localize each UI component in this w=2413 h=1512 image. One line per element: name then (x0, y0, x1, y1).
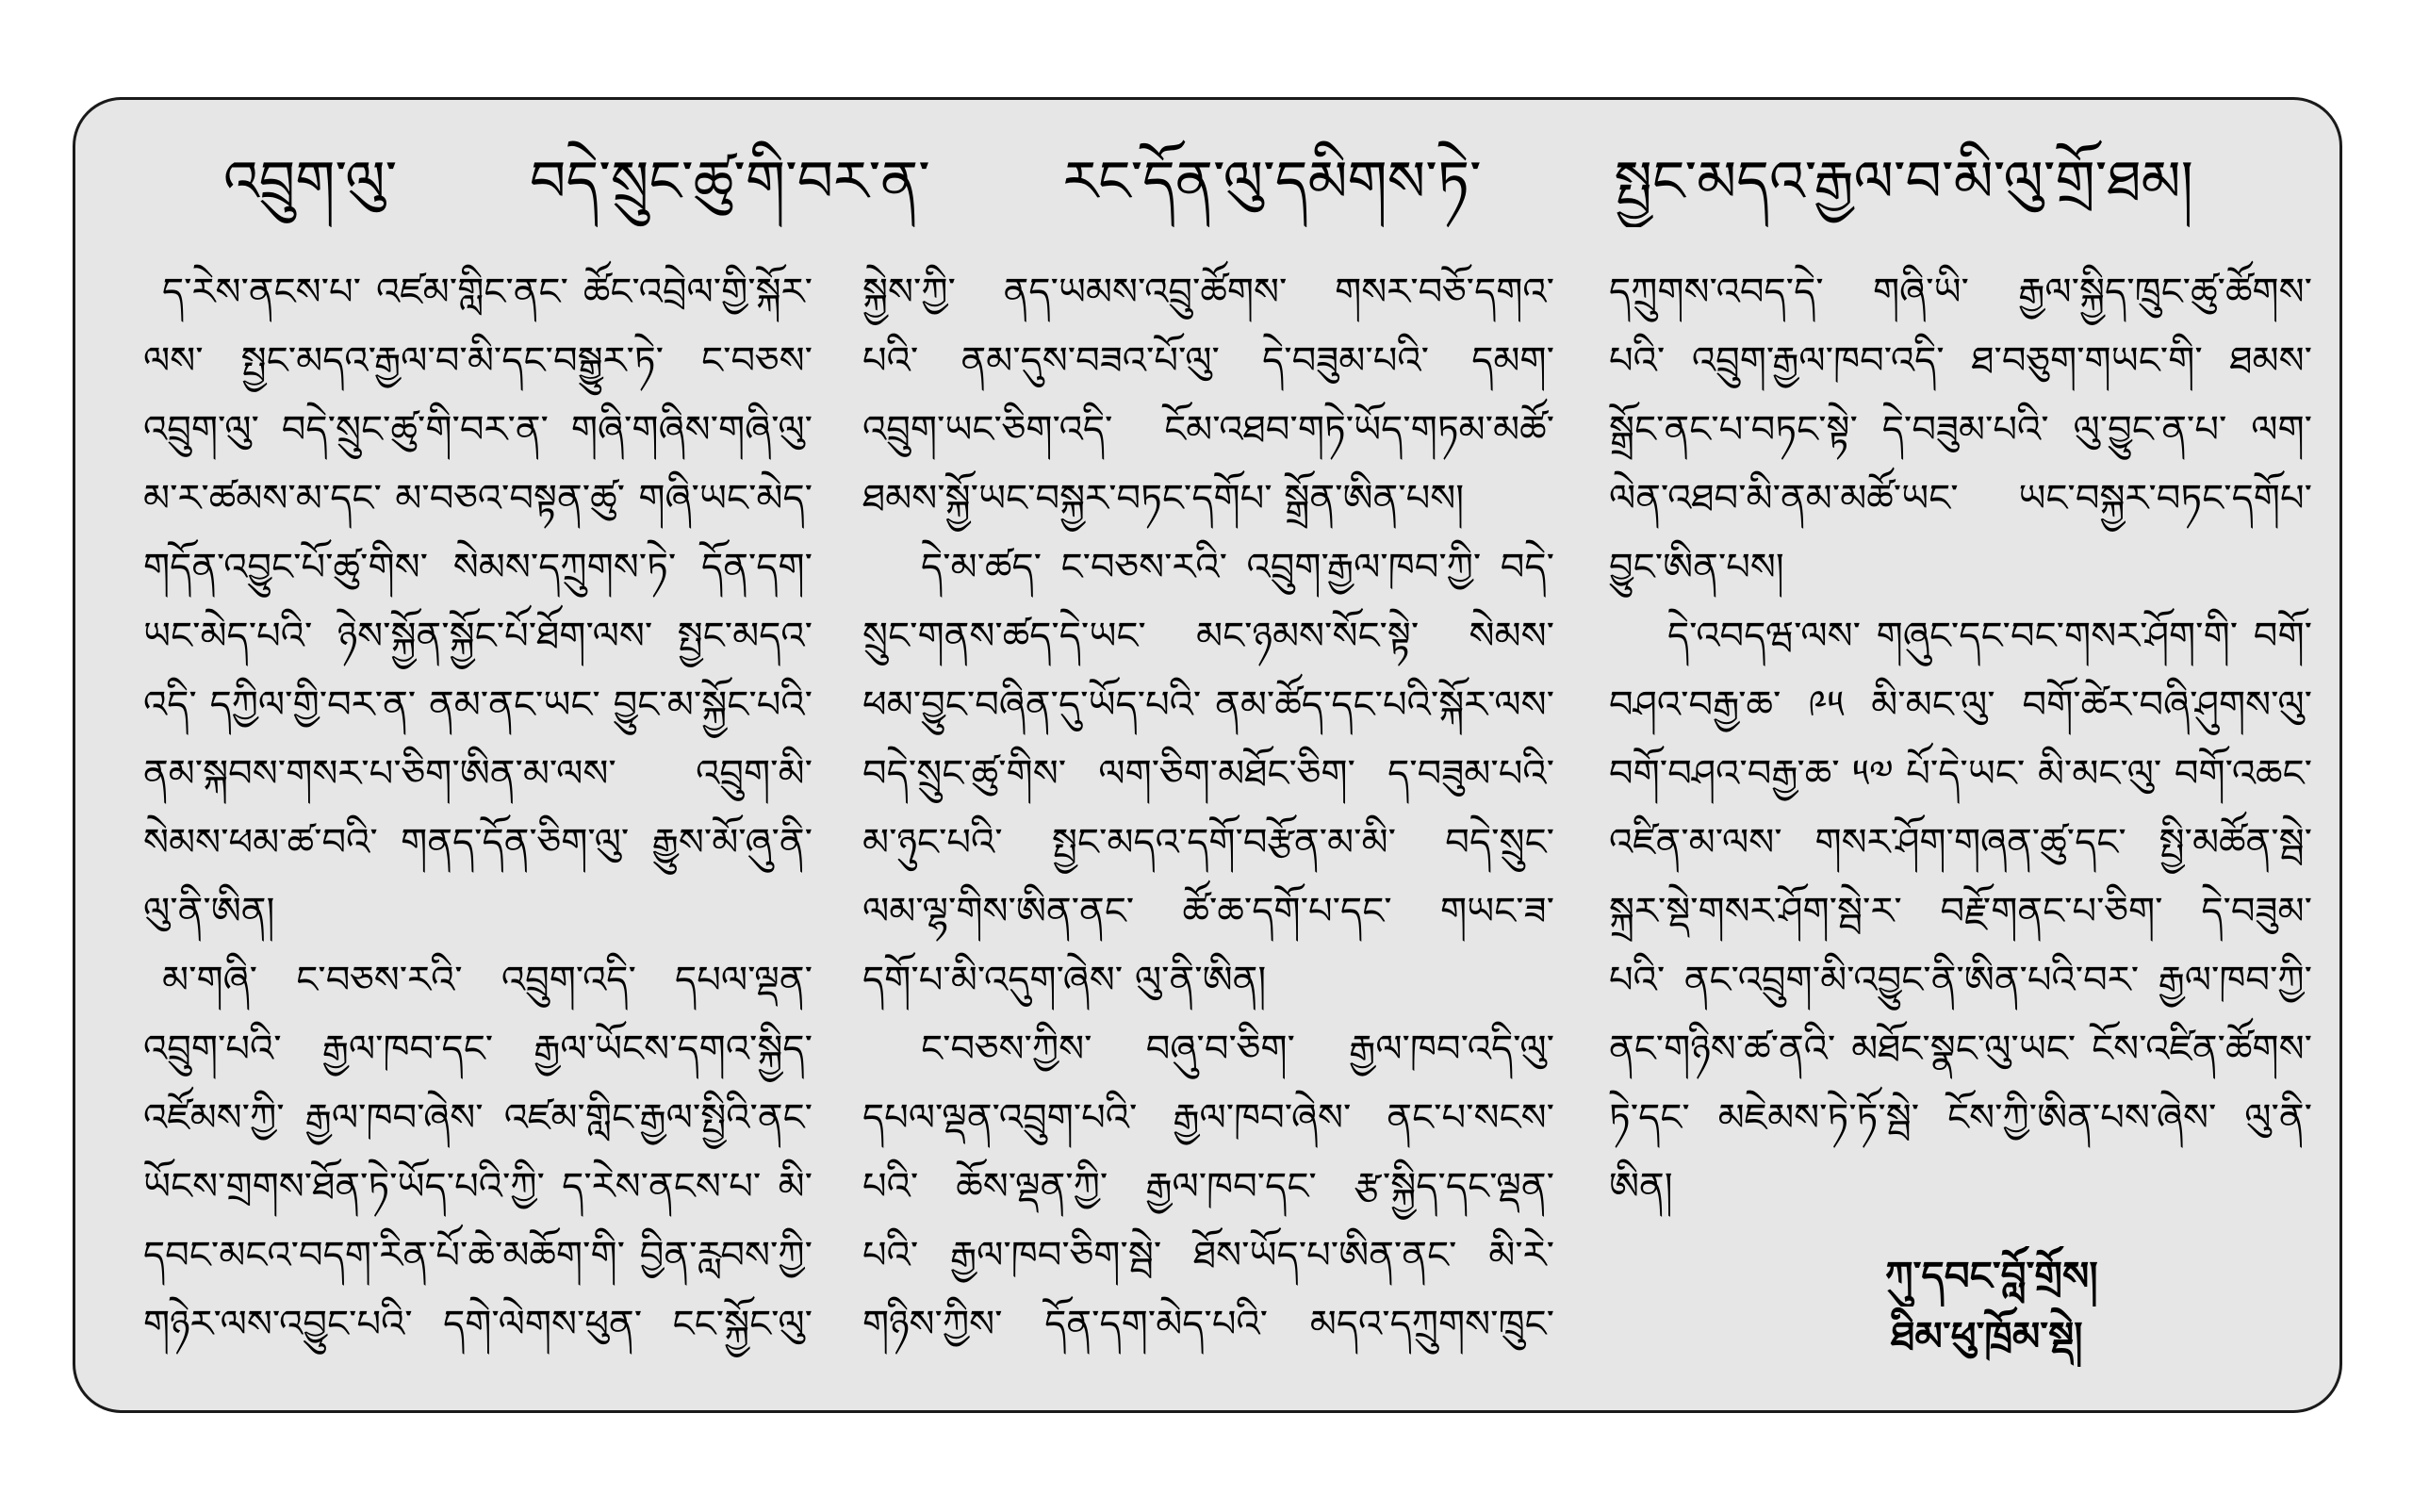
text-line: དེ་མ་ཚད་ ང་བཅས་རའི་ འབྲུག་རྒྱལ་ཁབ་ཀྱི་ བདེ་ (921, 546, 1554, 589)
text-line: བདེ་སྲུང་ཚུ་གིས་ ལག་ཅིག་མཐོང་ཅིག་ ད་བཟུམ་པའི་ (862, 752, 1554, 796)
text-line: སྐྱེས་ཀྱི་ ནད་ཡམས་འབྲུ་ཚོགས་ གསར་བཅོ་དགའ་ (862, 271, 1554, 314)
text-line: པའི་ འབྲུག་རྒྱལ་ཁབ་འདི་ ཐ་བཅུག་གཡང་གི་ ཐམས་ (1609, 339, 2312, 383)
text-line: འདི་ དཀྱིལ་གྱི་བར་ན་ ནམ་ནང་ཡང་ བྱུང་མ་སྐྱོང་པའི་ (143, 683, 813, 727)
text-line: འཛོམས་ཀྱི་ རྒྱལ་ཁབ་ཞེས་ འཛམ་གླིང་རྒྱལ་སྤྱིའི་ནང་ (143, 1096, 813, 1140)
text-line: ཏེ་དང་ མཇེམས་ཏེ་ཏོ་སྦེ་ ངོས་ཀྱི་ཨིན་པས་ཞེས་ ལུ་ནི་ (1609, 1096, 2312, 1140)
text-line: ལས་ སྤྱང་མདའ་རྒྱལ་བ་མི་དང་བསྒྱུར་ཏེ་ ང་བཅས་ (143, 339, 813, 383)
text-line: མ་ར་ཚམས་མ་དང་ མ་བཅའ་བསྟན་ཚུ་ གཞི་ཡང་མེད་ (143, 477, 813, 520)
text-line: འཛིན་མ་ལས་ གསར་ཤོག་གཞན་ཚུ་དང་ སྤྱི་མཚོན་སྦེ་ (1609, 821, 2312, 864)
signature-place: ཐིམ་ཕུ་ཁྲོམ་སྡེ། (1891, 1313, 2083, 1359)
text-line: པའི་ རྒྱལ་ཁབ་ཅིག་སྦེ་ ཐོས་ཡོད་པ་ཨིན་ནང་ མི་རེ་ (862, 1234, 1554, 1277)
text-line: ནམ་སྐབས་གསར་པ་ཅིག་ཨིན་མ་ལས་ འབྲུག་མི་ (143, 752, 813, 796)
page-title (223, 137, 2193, 227)
text-line: འབྲུག་ལུ་ བདེ་སྲུང་ཚུ་གི་བར་ན་ གཞི་གཞིས་གཞི་ལུ་ (143, 408, 813, 452)
text-line: འབྲུག་པའི་ རྒྱལ་ཁབ་དང་ རྒྱལ་ཡོངས་དགའ་སྐྱིད་ (143, 1027, 813, 1071)
text-line: དབང་མངའ་བདག་རིན་པོ་ཆེ་མཆོག་གི་ བྱིན་རླབས་ཀྱི་ (143, 1234, 813, 1277)
text-line: ལུ་ནི་ཨིན། (143, 890, 275, 933)
text-line: ད་རེས་ནངས་པ་ འཛམ་གླིང་ནང་ ཚོང་འབྲེལ་གྱི་སྐོར་ (162, 271, 813, 314)
signature-name: ཀུ་དབང་བློ་གྲོས། (1885, 1253, 2098, 1299)
text-line: བཤའ་བརྒྱ་ཆ་ ༩༥ མི་མང་ལུ་ བགོ་ཚེར་བཞི་ཤུགས་ལུ་ (1609, 683, 2312, 727)
text-line: སྐྲར་སྡེ་གསར་ཤོག་སྦེ་ར་ བརྗོ་གནང་པ་ཅིག་ དེ་བཟུམ་ (1609, 890, 2312, 933)
text-line: གཉེར་ལས་འབྱུང་པའི་ དགེ་ལེགས་ཕུན་ ངང་སྐྱོང་ལུ་ (143, 1303, 813, 1346)
text-column-1 (143, 258, 813, 1359)
text-line: མ་ཉུང་པའི་ སྤྱང་མདའ་དགོ་བརྩོན་མ་མི་ བདེ་སྲུང་ (862, 821, 1554, 864)
text-line: པའི་ ནམ་དུས་བཟའ་པོ་ལུ་ དེ་བཟུམ་པའི་ དམག་ (862, 339, 1554, 383)
text-line: དེ་འབདཝ་ལས་ གཞུང་དང་བང་གསར་ཤོག་གི་ བགོ་ (1667, 615, 2312, 658)
text-line: ལམ་ལྷ་གིས་ཨིན་ནང་ ཚོ་ཆ་དགོ་པ་དང་ གཡང་ཟ་ (862, 890, 1554, 933)
text-column-3 (1609, 258, 2312, 1222)
text-column-2 (862, 258, 1554, 1359)
text-line: ལེན་འཐབ་མི་ནམ་མཚོ་ཡང་ ཡང་བསྐྱར་བཏང་དགོཔ་ (1609, 477, 2312, 520)
title-segment: རང་དོན་ལུ་དམིགས་ཏེ་ (1062, 149, 1482, 215)
text-line: པའི་ ཆོས་ལྡན་ཀྱི་ རྒྱལ་ཁབ་དང་ རྩ་སྐྱིད་དང་ལྡན་ (862, 1165, 1554, 1208)
text-line: ནང་གཉིས་ཚ་ནའི་ མཐོང་སྣང་ལུ་ཡང་ ངོས་འཛིན་ཚོགས་ (1609, 1027, 2312, 1071)
text-line: གཉིས་ཀྱིས་ དོན་དག་མེད་པའི་ མདའ་དཀྲུགས་ཁྲུང་ (862, 1303, 1554, 1346)
title-segment: བདེ་སྲུང་ཚུ་གི་བར་ན་ (530, 149, 930, 215)
text-line: ཡོངས་གྲགས་ཐོན་ཏེ་ཡོད་པའི་ཀྱི་ ད་རེས་ནངས་པ་ མི་ (143, 1165, 813, 1208)
text-line: མ་གཞི་ ང་བཅས་རའི་ འབྲུག་འདི་ དཔལ་ལྡན་ (162, 959, 813, 1002)
text-line: སྒྲོང་ནང་པ་བཏང་སྟེ་ དེ་བཟུམ་པའི་ ལུ་བྱུང་ན་པ་ ལག་ (1609, 408, 2312, 452)
text-line: ང་བཅས་ཀྱིས་ བཞུ་བ་ཅིག་ རྒྱལ་ཁབ་འདི་ལུ་ (921, 1027, 1554, 1071)
signature-block (1885, 1246, 2121, 1367)
title-segment: སྤྱང་མདའ་རྒྱལ་བ་མི་ལུ་གྲོ་ཐམ། (1614, 149, 2193, 215)
text-line: སེམས་ཕམ་ཚ་བའི་ གནད་དོན་ཅིག་ལུ་ རྒྱུས་མོ་ཞུ་ནི་ (143, 821, 813, 864)
text-line: སྲུང་གནས་ཚད་དེ་ཡང་ མང་ཉམས་སོང་སྟེ་ སེམས་ (862, 615, 1554, 658)
text-line: འབྲུག་ཡང་ཅིག་འདི་ ངོམ་འཐབ་གཏེ་ཡོད་གཏམ་མཚོ་ (862, 408, 1554, 452)
text-line: ཐམས་སྐྱོ་ཡང་བསྐྱར་བཏང་དགོཔ་ སྒྲོན་ཨིན་པས། (862, 477, 1465, 520)
text-line: དཀྲུགས་འབད་དེ་ གཞི་ཡི་ རྒྱལ་སྐྱིད་ཁྲུང་ཚུ་ཚོགས་ (1609, 271, 2312, 314)
text-line: པའི་ ནང་འབྲུག་མི་འབྱུང་ནི་ཨིན་པའི་བར་ རྒྱལ་ཁབ་ཀྱི་ (1609, 959, 2312, 1002)
text-line: དགོ་པ་མི་འདུག་ཞེས་ ལུ་ནི་ཨིན། (862, 959, 1267, 1002)
text-line: གདོན་འབྱུང་པོ་ཚུ་གིས་ སེམས་དཀྲུགས་ཏེ་ དོན་དག་ (143, 546, 813, 589)
text-line: ཨིན། (1609, 1165, 1673, 1208)
title-segment: འབྲུག་ལུ་ (223, 149, 398, 215)
text-line: ཡང་མེད་པའི་ ཉེས་སྐྱོན་སྐྱོང་པོ་ཐོག་ལས་ སྤྱང་མདའ་ (143, 615, 813, 658)
text-line: བྱུང་ཨིན་པས། (1609, 546, 1784, 589)
text-line: དཔལ་ལྡན་འབྲུག་པའི་ རྒྱལ་ཁབ་ཞེས་ ནང་པ་སངས་ (862, 1096, 1554, 1140)
text-line: ཕམ་བྱུང་བཞིན་དུ་ཡོད་པའི་ ནམ་ཚོད་དང་པའི་སྐོར་ལས་ (862, 683, 1554, 727)
text-line: བགོ་བཤའ་བརྒྱ་ཆ་ ༥༧ པོ་དེ་ཡང་ མི་མང་ལུ་ བགོ་འཆང་ (1609, 752, 2312, 796)
